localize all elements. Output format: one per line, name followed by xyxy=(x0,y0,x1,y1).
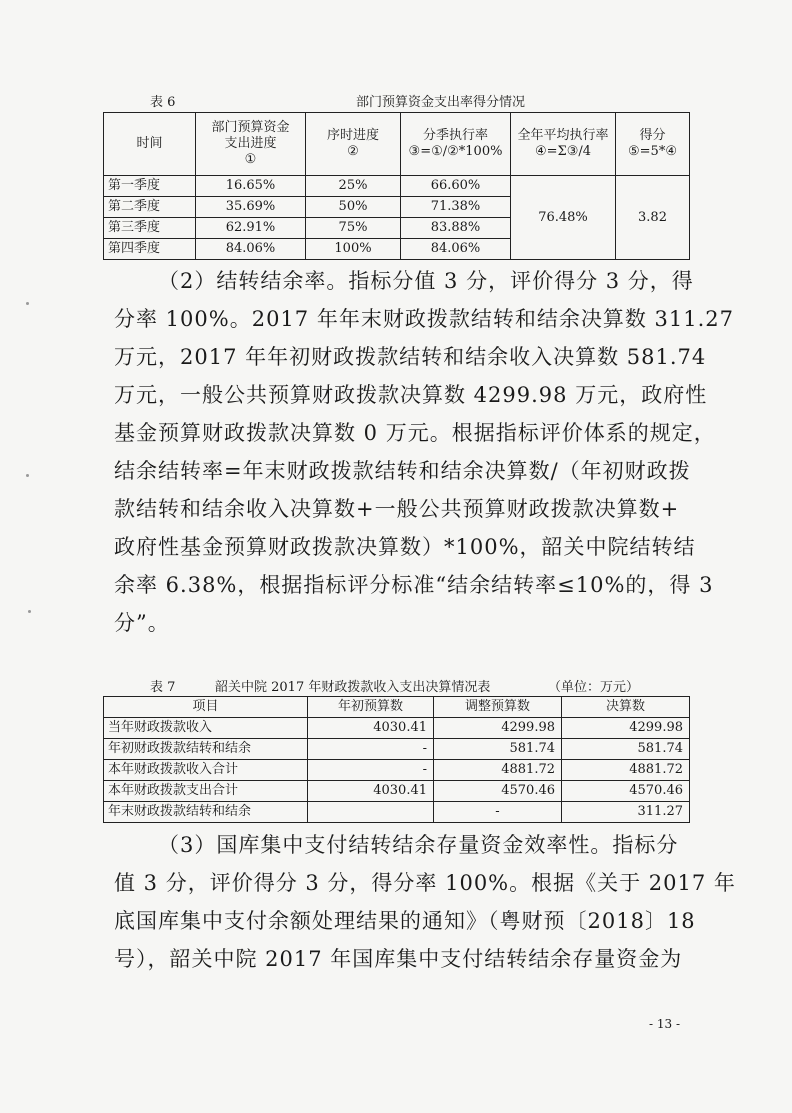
paragraph-line: 万元，2017 年年初财政拨款结转和结余收入决算数 581.74 xyxy=(114,345,707,369)
item-cell: 当年财政拨款收入 xyxy=(104,718,308,739)
paragraph-line: 基金预算财政拨款决算数 0 万元。根据指标评价体系的规定， xyxy=(114,421,716,445)
table6-header-time: 时间 xyxy=(104,113,196,176)
page-number: - 13 - xyxy=(649,1017,681,1031)
paragraph-line: 款结转和结余收入决算数+一般公共预算财政拨款决算数+ xyxy=(114,497,680,521)
paragraph-line: 号），韶关中院 2017 年国库集中支付结转结余存量资金为 xyxy=(114,947,683,971)
adjusted-cell: 4570.46 xyxy=(434,781,562,802)
table6-header-row xyxy=(104,113,690,176)
progress-cell: 62.91% xyxy=(196,218,306,239)
table6-header-annual-rate: 全年平均执行率 ④=Σ③/4 xyxy=(511,113,616,176)
rate-cell: 66.60% xyxy=(401,176,511,197)
paragraph-line: （3）国库集中支付结转结余存量资金效率性。指标分 xyxy=(158,833,679,857)
item-cell: 年末财政拨款结转和结余 xyxy=(104,802,308,823)
progress-cell: 16.65% xyxy=(196,176,306,197)
initial-cell: 4030.41 xyxy=(308,718,434,739)
scan-speck xyxy=(26,474,29,477)
treasury-efficiency-paragraph xyxy=(114,826,736,978)
rate-cell: 84.06% xyxy=(401,239,511,260)
fiscal-appropriation-table xyxy=(103,696,690,823)
rate-cell: 71.38% xyxy=(401,197,511,218)
budget-expenditure-rate-table xyxy=(103,112,690,260)
table6-header-progress: 部门预算资金 支出进度 ① xyxy=(196,113,306,176)
paragraph-line: 分”。 xyxy=(114,611,170,635)
quarter-cell: 第四季度 xyxy=(104,239,196,260)
time-progress-cell: 25% xyxy=(306,176,401,197)
final-cell: 4881.72 xyxy=(562,760,690,781)
table7-unit: （单位：万元） xyxy=(548,680,640,695)
paragraph-line: 分率 100%。2017 年年末财政拨款结转和结余决算数 311.27 xyxy=(114,307,734,331)
initial-cell xyxy=(308,802,434,823)
paragraph-line: 政府性基金预算财政拨款决算数）*100%，韶关中院结转结 xyxy=(114,535,696,559)
paragraph-line: （2）结转结余率。指标分值 3 分，评价得分 3 分，得 xyxy=(158,269,694,293)
scan-speck xyxy=(28,610,31,613)
item-cell: 本年财政拨款支出合计 xyxy=(104,781,308,802)
table-row xyxy=(104,781,690,802)
table7-header-item: 项目 xyxy=(104,697,308,718)
paragraph-line: 万元，一般公共预算财政拨款决算数 4299.98 万元，政府性 xyxy=(114,383,708,407)
final-cell: 581.74 xyxy=(562,739,690,760)
initial-cell: - xyxy=(308,760,434,781)
final-cell: 4299.98 xyxy=(562,718,690,739)
adjusted-cell: 4299.98 xyxy=(434,718,562,739)
table7-header-adjusted: 调整预算数 xyxy=(434,697,562,718)
table-row xyxy=(104,760,690,781)
table7-number: 表 7 xyxy=(150,680,176,695)
progress-cell: 35.69% xyxy=(196,197,306,218)
time-progress-cell: 100% xyxy=(306,239,401,260)
quarter-cell: 第一季度 xyxy=(104,176,196,197)
paragraph-line: 结余结转率=年末财政拨款结转和结余决算数/（年初财政拨 xyxy=(114,459,691,483)
quarter-cell: 第二季度 xyxy=(104,197,196,218)
table6-title: 部门预算资金支出率得分情况 xyxy=(356,95,526,110)
paragraph-line: 值 3 分，评价得分 3 分，得分率 100%。根据《关于 2017 年 xyxy=(114,871,736,895)
table6-number: 表 6 xyxy=(150,95,176,110)
scan-speck xyxy=(26,302,29,305)
table7-title: 韶关中院 2017 年财政拨款收入支出决算情况表 xyxy=(215,680,491,695)
final-cell: 311.27 xyxy=(562,802,690,823)
item-cell: 年初财政拨款结转和结余 xyxy=(104,739,308,760)
table6-header-quarter-rate: 分季执行率 ③=①/②*100% xyxy=(401,113,511,176)
table-row xyxy=(104,176,690,197)
initial-cell: 4030.41 xyxy=(308,781,434,802)
initial-cell: - xyxy=(308,739,434,760)
item-cell: 本年财政拨款收入合计 xyxy=(104,760,308,781)
table-row xyxy=(104,739,690,760)
table6-header-score: 得分 ⑤=5*④ xyxy=(616,113,690,176)
adjusted-cell: 581.74 xyxy=(434,739,562,760)
carryover-rate-paragraph xyxy=(114,262,734,642)
table7-header-row xyxy=(104,697,690,718)
table7-header-final: 决算数 xyxy=(562,697,690,718)
rate-cell: 83.88% xyxy=(401,218,511,239)
adjusted-cell: - xyxy=(434,802,562,823)
time-progress-cell: 50% xyxy=(306,197,401,218)
paragraph-line: 底国库集中支付余额处理结果的通知》（粤财预〔2018〕18 xyxy=(114,909,696,933)
progress-cell: 84.06% xyxy=(196,239,306,260)
time-progress-cell: 75% xyxy=(306,218,401,239)
table6-header-time-progress: 序时进度 ② xyxy=(306,113,401,176)
score-cell: 3.82 xyxy=(616,176,690,260)
table-row xyxy=(104,802,690,823)
table7-header-initial: 年初预算数 xyxy=(308,697,434,718)
table-row xyxy=(104,718,690,739)
paragraph-line: 余率 6.38%，根据指标评分标准“结余结转率≤10%的，得 3 xyxy=(114,573,714,597)
quarter-cell: 第三季度 xyxy=(104,218,196,239)
adjusted-cell: 4881.72 xyxy=(434,760,562,781)
final-cell: 4570.46 xyxy=(562,781,690,802)
annual-rate-cell: 76.48% xyxy=(511,176,616,260)
